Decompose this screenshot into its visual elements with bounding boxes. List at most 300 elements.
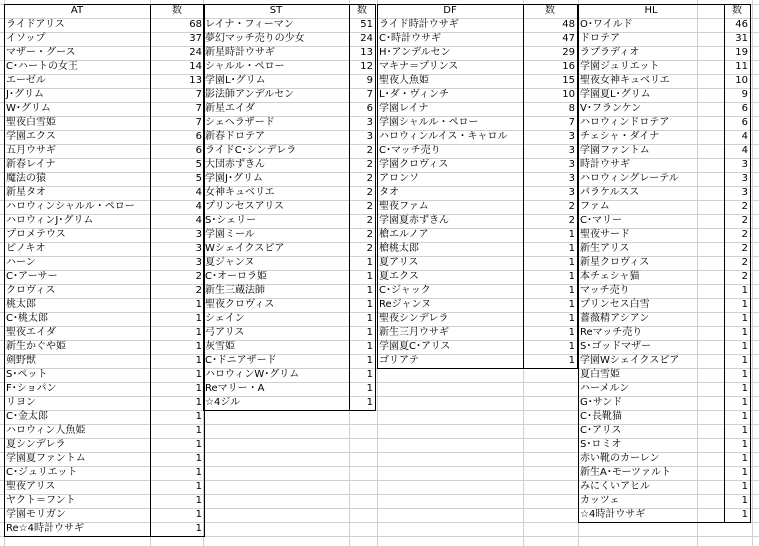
- count-cell[interactable]: 3: [741, 187, 748, 198]
- count-cell[interactable]: 1: [568, 257, 575, 268]
- count-cell[interactable]: 1: [568, 327, 575, 338]
- name-cell[interactable]: 聖夜エイダ: [6, 327, 56, 338]
- column-separator: [724, 4, 725, 523]
- count-cell[interactable]: 4: [741, 145, 748, 156]
- count-cell[interactable]: 1: [568, 313, 575, 324]
- count-cell[interactable]: 3: [568, 159, 575, 170]
- count-cell[interactable]: 1: [366, 369, 373, 380]
- count-cell[interactable]: 2: [366, 201, 373, 212]
- count-cell[interactable]: 1: [366, 397, 373, 408]
- count-cell[interactable]: 5: [195, 173, 202, 184]
- name-cell[interactable]: 薔薇精アシアン: [580, 313, 650, 324]
- table-row: [4, 74, 204, 88]
- name-cell[interactable]: シェヘラザード: [205, 117, 275, 128]
- table-row: [4, 228, 204, 242]
- count-cell[interactable]: 3: [195, 243, 202, 254]
- count-cell[interactable]: 9: [741, 89, 748, 100]
- column-group-at: [4, 4, 204, 537]
- name-cell[interactable]: ファム: [580, 201, 610, 212]
- count-cell[interactable]: 2: [741, 229, 748, 240]
- name-cell[interactable]: 学園レイナ: [379, 103, 429, 114]
- name-cell[interactable]: S･ゴッドマザー: [580, 341, 652, 352]
- name-cell[interactable]: 新春ドロテア: [205, 131, 265, 142]
- count-cell[interactable]: 2: [366, 159, 373, 170]
- name-cell[interactable]: C･長靴猫: [580, 411, 622, 422]
- name-cell[interactable]: 学園モリガン: [6, 509, 66, 520]
- count-cell[interactable]: 9: [366, 75, 373, 86]
- count-cell[interactable]: 16: [562, 61, 575, 72]
- name-cell[interactable]: ハロウィンW･グリム: [205, 369, 300, 380]
- table-row: [377, 340, 577, 354]
- name-cell[interactable]: C･金太郎: [6, 411, 48, 422]
- name-cell[interactable]: パラケルスス: [580, 187, 640, 198]
- count-cell[interactable]: 3: [366, 117, 373, 128]
- name-cell[interactable]: マザー・グース: [6, 47, 76, 58]
- name-cell[interactable]: 五月ウサギ: [6, 145, 56, 156]
- table-row: [4, 382, 204, 396]
- name-cell[interactable]: プロメテウス: [6, 229, 66, 240]
- table-row: [4, 466, 204, 480]
- table-row: [4, 88, 204, 102]
- name-cell[interactable]: G･サンド: [580, 397, 623, 408]
- name-cell[interactable]: ライドアリス: [6, 19, 65, 30]
- name-cell[interactable]: 学園夏ファントム: [6, 453, 86, 464]
- count-cell[interactable]: 4: [195, 201, 202, 212]
- table-row: [4, 452, 204, 466]
- name-cell[interactable]: 新星エイダ: [205, 103, 255, 114]
- table-row: [377, 46, 577, 60]
- count-cell[interactable]: 1: [195, 467, 202, 478]
- name-cell[interactable]: タオ: [379, 187, 399, 198]
- name-cell[interactable]: C･マッチ売り: [379, 145, 441, 156]
- name-cell[interactable]: 学園ジュリエット: [580, 61, 660, 72]
- name-cell[interactable]: シャルル・ペロー: [205, 61, 285, 72]
- header-count-df[interactable]: 数: [545, 5, 555, 16]
- count-cell[interactable]: 3: [195, 229, 202, 240]
- count-cell[interactable]: 24: [189, 47, 202, 58]
- name-cell[interactable]: 時計ウサギ: [580, 159, 630, 170]
- count-cell[interactable]: 1: [195, 495, 202, 506]
- count-cell[interactable]: 10: [735, 75, 748, 86]
- count-cell[interactable]: 14: [189, 61, 202, 72]
- name-cell[interactable]: 影法師アンデルセン: [205, 89, 295, 100]
- count-cell[interactable]: 6: [366, 103, 373, 114]
- name-cell[interactable]: 聖夜アリス: [6, 481, 56, 492]
- count-cell[interactable]: 2: [741, 271, 748, 282]
- name-cell[interactable]: S･ロミオ: [580, 439, 622, 450]
- name-cell[interactable]: 学園シャルル・ペロー: [379, 117, 479, 128]
- name-cell[interactable]: 学園ミール: [205, 229, 255, 240]
- count-cell[interactable]: 1: [366, 313, 373, 324]
- table-row: [4, 298, 204, 312]
- name-cell[interactable]: 魔法の猿: [6, 173, 46, 184]
- name-cell[interactable]: Reマリー・A: [205, 383, 265, 394]
- name-cell[interactable]: ハーメルン: [580, 383, 630, 394]
- header-st[interactable]: ST: [269, 5, 283, 16]
- table-row: [377, 186, 577, 200]
- name-cell[interactable]: Re☆4時計ウサギ: [6, 523, 84, 534]
- count-cell[interactable]: 1: [741, 481, 748, 492]
- name-cell[interactable]: 夢幻マッチ売りの少女: [205, 33, 305, 44]
- name-cell[interactable]: ライド時計ウサギ: [379, 19, 459, 30]
- name-cell[interactable]: ハロウィンJ･グリム: [6, 215, 94, 226]
- count-cell[interactable]: 1: [741, 341, 748, 352]
- count-cell[interactable]: 1: [741, 285, 748, 296]
- count-cell[interactable]: 7: [195, 103, 202, 114]
- count-cell[interactable]: 1: [195, 453, 202, 464]
- name-cell[interactable]: 新星時計ウサギ: [205, 47, 275, 58]
- count-cell[interactable]: 2: [741, 257, 748, 268]
- name-cell[interactable]: 学園夏C･アリス: [379, 341, 451, 352]
- name-cell[interactable]: ライドC･シンデレラ: [205, 145, 297, 156]
- count-cell[interactable]: 2: [741, 215, 748, 226]
- count-cell[interactable]: 68: [189, 19, 202, 30]
- count-cell[interactable]: 1: [366, 257, 373, 268]
- count-cell[interactable]: 1: [741, 453, 748, 464]
- count-cell[interactable]: 1: [568, 243, 575, 254]
- count-cell[interactable]: 1: [366, 355, 373, 366]
- count-cell[interactable]: 3: [568, 145, 575, 156]
- name-cell[interactable]: 新生三蔵法師: [205, 285, 265, 296]
- name-cell[interactable]: ハロウィンシャルル・ペロー: [6, 201, 135, 212]
- name-cell[interactable]: 学園Wシェイクスピア: [580, 355, 680, 366]
- name-cell[interactable]: 夏アリス: [379, 257, 419, 268]
- name-cell[interactable]: みにくいアヒル: [580, 481, 650, 492]
- header-at[interactable]: AT: [70, 5, 84, 16]
- table-row: [4, 508, 204, 522]
- name-cell[interactable]: C･ハートの女王: [6, 61, 78, 72]
- name-cell[interactable]: ドロテア: [580, 33, 620, 44]
- name-cell[interactable]: Reマッチ売り: [580, 327, 643, 338]
- count-cell[interactable]: 1: [741, 467, 748, 478]
- table-row: [377, 102, 577, 116]
- name-cell[interactable]: イソップ: [6, 33, 46, 44]
- count-cell[interactable]: 2: [366, 243, 373, 254]
- table-row: [377, 144, 577, 158]
- name-cell[interactable]: 槍桃太郎: [379, 243, 419, 254]
- name-cell[interactable]: 槍エルノア: [379, 229, 429, 240]
- name-cell[interactable]: C･ジュリエット: [6, 467, 78, 478]
- name-cell[interactable]: ハロウィンルイス・キャロル: [379, 131, 508, 142]
- count-cell[interactable]: 1: [741, 425, 748, 436]
- count-cell[interactable]: 13: [189, 75, 202, 86]
- name-cell[interactable]: C･ドニアザード: [205, 355, 277, 366]
- name-cell[interactable]: ハロウィンドロテア: [580, 117, 670, 128]
- table-row: [4, 242, 204, 256]
- name-cell[interactable]: 学園夏赤ずきん: [379, 215, 449, 226]
- name-cell[interactable]: ピノキオ: [6, 243, 46, 254]
- name-cell[interactable]: 夏エクス: [379, 271, 419, 282]
- count-cell[interactable]: 10: [562, 89, 575, 100]
- name-cell[interactable]: 新生アリス: [580, 243, 630, 254]
- count-cell[interactable]: 1: [366, 383, 373, 394]
- count-cell[interactable]: 1: [195, 509, 202, 520]
- count-cell[interactable]: 1: [195, 341, 202, 352]
- count-cell[interactable]: 3: [568, 131, 575, 142]
- name-cell[interactable]: プリンセス白雪: [580, 299, 650, 310]
- count-cell[interactable]: 1: [568, 355, 575, 366]
- name-cell[interactable]: ゴリアテ: [379, 355, 419, 366]
- count-cell[interactable]: 6: [195, 131, 202, 142]
- count-cell[interactable]: 3: [741, 159, 748, 170]
- name-cell[interactable]: ラプラディオ: [580, 47, 640, 58]
- header-count-at[interactable]: 数: [172, 5, 182, 16]
- count-cell[interactable]: 3: [741, 173, 748, 184]
- name-cell[interactable]: 学園ファントム: [580, 145, 650, 156]
- name-cell[interactable]: C･アリス: [580, 425, 622, 436]
- count-cell[interactable]: 1: [741, 369, 748, 380]
- count-cell[interactable]: 7: [195, 89, 202, 100]
- count-cell[interactable]: 1: [366, 285, 373, 296]
- count-cell[interactable]: 1: [195, 369, 202, 380]
- count-cell[interactable]: 24: [360, 33, 373, 44]
- count-cell[interactable]: 29: [562, 47, 575, 58]
- count-cell[interactable]: 1: [741, 495, 748, 506]
- name-cell[interactable]: ハロウィングレーテル: [580, 173, 679, 184]
- count-cell[interactable]: 1: [741, 411, 748, 422]
- name-cell[interactable]: レイナ・フィーマン: [205, 19, 294, 30]
- count-cell[interactable]: 6: [195, 145, 202, 156]
- name-cell[interactable]: C･マリー: [580, 215, 622, 226]
- count-cell[interactable]: 4: [195, 215, 202, 226]
- name-cell[interactable]: チェシャ・ダイナ: [580, 131, 660, 142]
- name-cell[interactable]: 新生三月ウサギ: [379, 327, 449, 338]
- count-cell[interactable]: 1: [741, 383, 748, 394]
- count-cell[interactable]: 3: [366, 131, 373, 142]
- count-cell[interactable]: 7: [195, 117, 202, 128]
- table-row: [377, 256, 577, 270]
- table-row: [4, 270, 204, 284]
- name-cell[interactable]: 聖夜女神キュベリエ: [580, 75, 670, 86]
- name-cell[interactable]: 聖夜ファム: [379, 201, 429, 212]
- name-cell[interactable]: 赤い靴のカーレン: [580, 453, 660, 464]
- name-cell[interactable]: Reジャンヌ: [379, 299, 432, 310]
- count-cell[interactable]: 1: [366, 327, 373, 338]
- table-row: [377, 270, 577, 284]
- name-cell[interactable]: エーゼル: [6, 75, 46, 86]
- name-cell[interactable]: プリンセスアリス: [205, 201, 284, 212]
- count-cell[interactable]: 1: [195, 299, 202, 310]
- name-cell[interactable]: S･ペット: [6, 369, 48, 380]
- name-cell[interactable]: L･ダ・ヴィンチ: [379, 89, 449, 100]
- table-row: [377, 214, 577, 228]
- name-cell[interactable]: アロンソ: [379, 173, 419, 184]
- table-row: [4, 256, 204, 270]
- name-cell[interactable]: 聖夜白雪姫: [6, 117, 56, 128]
- count-cell[interactable]: 1: [741, 299, 748, 310]
- table-row: [4, 200, 204, 214]
- count-cell[interactable]: 19: [735, 47, 748, 58]
- name-cell[interactable]: 剣野獣: [6, 355, 36, 366]
- count-cell[interactable]: 1: [741, 327, 748, 338]
- count-cell[interactable]: 2: [741, 201, 748, 212]
- name-cell[interactable]: 新春レイナ: [6, 159, 56, 170]
- name-cell[interactable]: 夏シンデレラ: [6, 439, 66, 450]
- name-cell[interactable]: ヤクト＝フント: [6, 495, 76, 506]
- name-cell[interactable]: 学園エクス: [6, 131, 56, 142]
- count-cell[interactable]: 1: [741, 313, 748, 324]
- count-cell[interactable]: 2: [568, 215, 575, 226]
- name-cell[interactable]: C･アーサー: [6, 271, 58, 282]
- name-cell[interactable]: マキナ＝プリンス: [379, 61, 459, 72]
- name-cell[interactable]: C･オーロラ姫: [205, 271, 267, 282]
- name-cell[interactable]: W･グリム: [6, 103, 51, 114]
- name-cell[interactable]: シェイン: [205, 313, 245, 324]
- count-cell[interactable]: 51: [360, 19, 373, 30]
- table-row: [377, 312, 577, 326]
- count-cell[interactable]: 1: [568, 299, 575, 310]
- count-cell[interactable]: 1: [195, 425, 202, 436]
- count-cell[interactable]: 46: [735, 19, 748, 30]
- table-row: [4, 46, 204, 60]
- name-cell[interactable]: ☆4時計ウサギ: [580, 509, 646, 520]
- name-cell[interactable]: H･アンデルセン: [379, 47, 451, 58]
- table-row: [377, 284, 577, 298]
- count-cell[interactable]: 1: [195, 383, 202, 394]
- count-cell[interactable]: 1: [741, 355, 748, 366]
- name-cell[interactable]: 聖夜シンデレラ: [379, 313, 449, 324]
- count-cell[interactable]: 3: [195, 257, 202, 268]
- name-cell[interactable]: リヨン: [6, 397, 36, 408]
- name-cell[interactable]: Wシェイクスピア: [205, 243, 285, 254]
- table-row: [4, 60, 204, 74]
- count-cell[interactable]: 2: [366, 173, 373, 184]
- table-row: [377, 32, 577, 46]
- name-cell[interactable]: 大団赤ずきん: [205, 159, 265, 170]
- header-count-st[interactable]: 数: [357, 5, 367, 16]
- name-cell[interactable]: F･ショパン: [6, 383, 57, 394]
- count-cell[interactable]: 1: [195, 355, 202, 366]
- count-cell[interactable]: 1: [568, 285, 575, 296]
- table-row: [4, 312, 204, 326]
- count-cell[interactable]: 1: [195, 523, 202, 534]
- name-cell[interactable]: C･桃太郎: [6, 313, 48, 324]
- count-cell[interactable]: 5: [195, 159, 202, 170]
- count-cell[interactable]: 2: [195, 285, 202, 296]
- count-cell[interactable]: 1: [195, 481, 202, 492]
- name-cell[interactable]: 本チェシャ猫: [580, 271, 640, 282]
- count-cell[interactable]: 1: [568, 341, 575, 352]
- name-cell[interactable]: 聖夜人魚姫: [379, 75, 429, 86]
- name-cell[interactable]: ハーン: [6, 257, 36, 268]
- count-cell[interactable]: 1: [195, 397, 202, 408]
- header-count-hl[interactable]: 数: [732, 5, 742, 16]
- count-cell[interactable]: 1: [195, 313, 202, 324]
- header-hl[interactable]: HL: [644, 5, 658, 16]
- table-row: [4, 522, 204, 536]
- name-cell[interactable]: 女神キュベリエ: [205, 187, 275, 198]
- count-cell[interactable]: 3: [568, 173, 575, 184]
- count-cell[interactable]: 1: [195, 411, 202, 422]
- count-cell[interactable]: 1: [741, 509, 748, 520]
- count-cell[interactable]: 1: [741, 439, 748, 450]
- count-cell[interactable]: 47: [562, 33, 575, 44]
- count-cell[interactable]: 15: [562, 75, 575, 86]
- count-cell[interactable]: 8: [568, 103, 575, 114]
- table-row: [4, 186, 204, 200]
- count-cell[interactable]: 1: [195, 327, 202, 338]
- count-cell[interactable]: 6: [741, 117, 748, 128]
- name-cell[interactable]: 学園L･グリム: [205, 75, 266, 86]
- count-cell[interactable]: 1: [195, 439, 202, 450]
- table-row: [377, 74, 577, 88]
- count-cell[interactable]: 3: [568, 187, 575, 198]
- name-cell[interactable]: 桃太郎: [6, 299, 36, 310]
- name-cell[interactable]: 学園夏L･グリム: [580, 89, 651, 100]
- name-cell[interactable]: O･ワイルド: [580, 19, 633, 30]
- count-cell[interactable]: 2: [568, 201, 575, 212]
- name-cell[interactable]: 聖夜サード: [580, 229, 630, 240]
- name-cell[interactable]: 新生かぐや姫: [6, 341, 66, 352]
- name-cell[interactable]: 聖夜クロヴィス: [205, 299, 275, 310]
- count-cell[interactable]: 12: [360, 61, 373, 72]
- count-cell[interactable]: 2: [195, 271, 202, 282]
- table-row: [4, 172, 204, 186]
- name-cell[interactable]: 夏ジャンヌ: [205, 257, 255, 268]
- name-cell[interactable]: 弓アリス: [205, 327, 245, 338]
- name-cell[interactable]: ☆4ジル: [205, 397, 241, 408]
- count-cell[interactable]: 48: [562, 19, 575, 30]
- name-cell[interactable]: クロヴィス: [6, 285, 56, 296]
- count-cell[interactable]: 4: [741, 131, 748, 142]
- count-cell[interactable]: 7: [568, 117, 575, 128]
- table-row: [377, 200, 577, 214]
- table-row: [377, 130, 577, 144]
- count-cell[interactable]: 2: [366, 215, 373, 226]
- table-row: [4, 396, 204, 410]
- count-cell[interactable]: 4: [195, 187, 202, 198]
- name-cell[interactable]: カッツェ: [580, 495, 620, 506]
- count-cell[interactable]: 1: [366, 271, 373, 282]
- count-cell[interactable]: 13: [360, 47, 373, 58]
- name-cell[interactable]: 灰雪姫: [205, 341, 235, 352]
- name-cell[interactable]: 新星タオ: [6, 187, 46, 198]
- name-cell[interactable]: マッチ売り: [580, 285, 630, 296]
- table-row: [4, 284, 204, 298]
- count-cell[interactable]: 6: [741, 103, 748, 114]
- count-cell[interactable]: 31: [735, 33, 748, 44]
- name-cell[interactable]: 新星クロヴィス: [580, 257, 650, 268]
- name-cell[interactable]: V･フランケン: [580, 103, 642, 114]
- count-cell[interactable]: 1: [366, 299, 373, 310]
- name-cell[interactable]: C･ジャック: [379, 285, 431, 296]
- name-cell[interactable]: C･時計ウサギ: [379, 33, 441, 44]
- count-cell[interactable]: 37: [189, 33, 202, 44]
- name-cell[interactable]: J･グリム: [6, 89, 44, 100]
- name-cell[interactable]: 新生A･モーツァルト: [580, 467, 671, 478]
- name-cell[interactable]: 学園J･グリム: [205, 173, 263, 184]
- column-separator: [523, 4, 524, 369]
- table-row: [4, 494, 204, 508]
- name-cell[interactable]: ハロウィン人魚姫: [6, 425, 86, 436]
- header-df[interactable]: DF: [443, 5, 457, 16]
- table-row: [4, 32, 204, 46]
- count-cell[interactable]: 1: [366, 341, 373, 352]
- name-cell[interactable]: S･シェリー: [205, 215, 257, 226]
- count-cell[interactable]: 1: [568, 229, 575, 240]
- count-cell[interactable]: 1: [568, 271, 575, 282]
- name-cell[interactable]: 学園クロヴィス: [379, 159, 449, 170]
- count-cell[interactable]: 2: [741, 243, 748, 254]
- count-cell[interactable]: 2: [366, 229, 373, 240]
- name-cell[interactable]: 夏白雪姫: [580, 369, 620, 380]
- count-cell[interactable]: 2: [366, 187, 373, 198]
- count-cell[interactable]: 7: [366, 89, 373, 100]
- count-cell[interactable]: 1: [741, 397, 748, 408]
- table-row: [377, 228, 577, 242]
- count-cell[interactable]: 2: [366, 145, 373, 156]
- count-cell[interactable]: 11: [735, 61, 748, 72]
